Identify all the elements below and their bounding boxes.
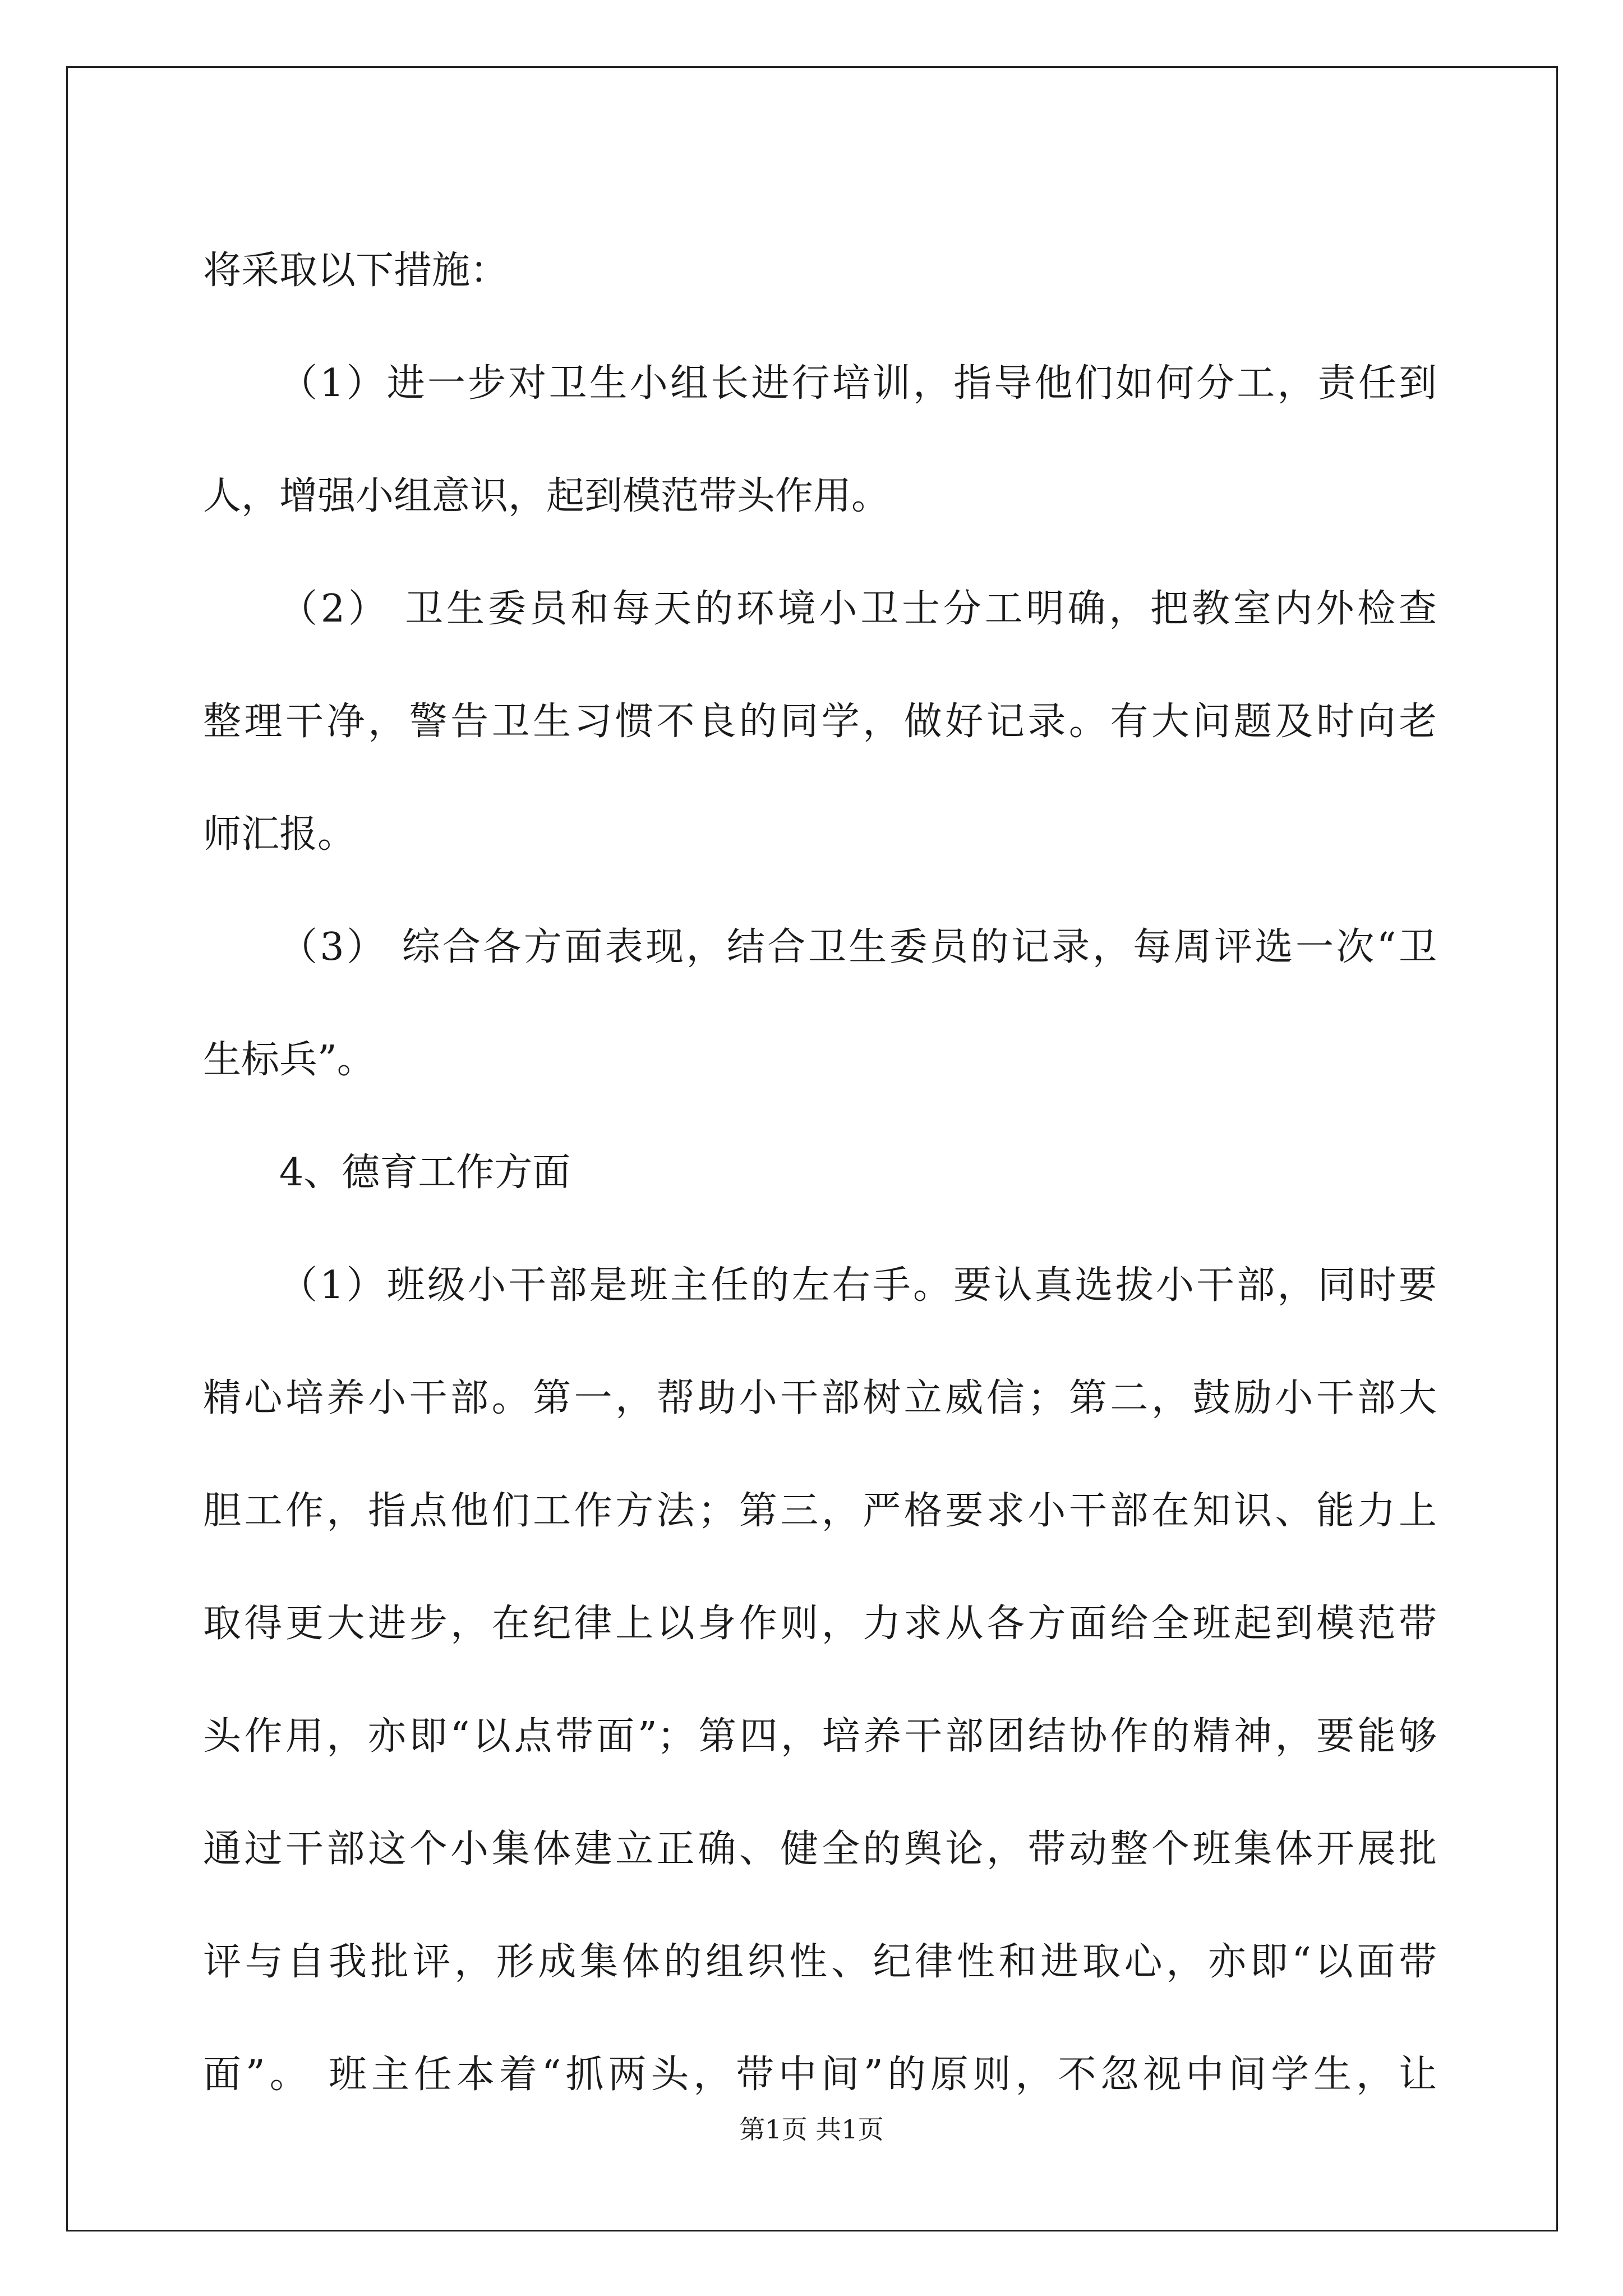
text-line: （1）进一步对卫生小组长进行培训，指导他们如何分工，责任到 [279, 361, 1437, 406]
text-line: 评与自我批评，形成集体的组织性、纪律性和进取心，亦即“以面带 [203, 1940, 1437, 1984]
text-line: 整理干净，警告卫生习惯不良的同学，做好记录。有大问题及时向老 [203, 700, 1437, 744]
text-line: （1）班级小干部是班主任的左右手。要认真选拔小干部，同时要 [279, 1263, 1437, 1308]
text-line: （2） 卫生委员和每天的环境小卫士分工明确，把教室内外检查 [279, 587, 1437, 631]
text-line: 将采取以下措施： [203, 249, 509, 293]
section-heading: 4、德育工作方面 [279, 1151, 571, 1195]
page-footer: 第1页 共1页 [739, 2114, 884, 2145]
text-line: 取得更大进步，在纪律上以身作则，力求从各方面给全班起到模范带 [203, 1602, 1437, 1646]
text-line: （3） 综合各方面表现，结合卫生委员的记录，每周评选一次“卫 [279, 925, 1437, 969]
text-line: 师汇报。 [203, 812, 356, 857]
text-line: 头作用，亦即“以点带面”；第四，培养干部团结协作的精神，要能够 [203, 1714, 1437, 1759]
text-line: 胆工作，指点他们工作方法；第三，严格要求小干部在知识、能力上 [203, 1489, 1437, 1533]
document-body [203, 214, 1437, 2131]
text-line: 通过干部这个小集体建立正确、健全的舆论，带动整个班集体开展批 [203, 1827, 1437, 1871]
text-line: 精心培养小干部。第一，帮助小干部树立威信；第二，鼓励小干部大 [203, 1376, 1437, 1420]
text-line: 人，增强小组意识，起到模范带头作用。 [203, 474, 890, 518]
text-line: 面”。 班主任本着“抓两头，带中间”的原则，不忽视中间学生，让 [203, 2053, 1437, 2097]
text-line: 生标兵”。 [203, 1038, 375, 1082]
